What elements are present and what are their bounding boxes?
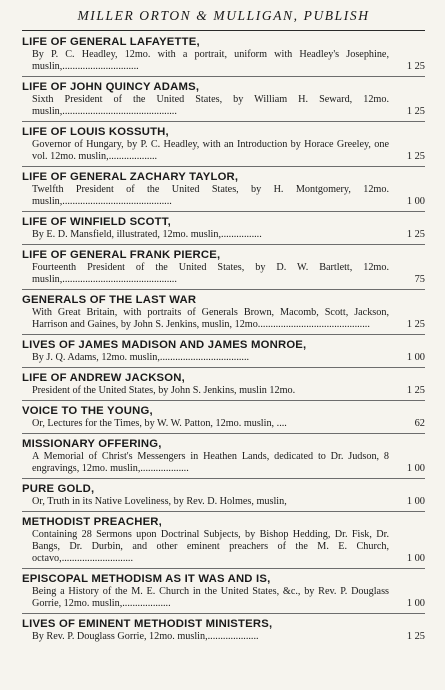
entry-description: Fourteenth President of the United States, by D. W. Bartlett, 12mo. muslin,............................................. (32, 262, 389, 285)
entry-price: 1 00 (406, 196, 425, 207)
entry-separator (22, 433, 425, 434)
catalog-entry (22, 35, 425, 73)
entry-title: LIFE OF ANDREW JACKSON, (22, 372, 185, 384)
entry-title: LIFE OF GENERAL ZACHARY TAYLOR, (22, 171, 239, 183)
entry-price: 1 00 (406, 598, 425, 609)
catalog-entry (22, 617, 425, 643)
entry-description: Containing 28 Sermons upon Doctrinal Subjects, by Bishop Hedding, Dr. Fisk, Dr. Bangs, Dr. Durbin, and other eminent preachers of the M. E. Church, octavo,............................ (32, 529, 389, 564)
catalog-entry (22, 437, 425, 475)
entry-title: LIFE OF JOHN QUINCY ADAMS, (22, 81, 200, 93)
entry-description: With Great Britain, with portraits of Generals Brown, Macomb, Scott, Jackson, Harrison and Gaines, by John S. Jenkins, muslin, 12mo............................................ (32, 307, 389, 330)
entry-title: LIFE OF LOUIS KOSSUTH, (22, 126, 169, 138)
entry-separator (22, 121, 425, 122)
entry-separator (22, 289, 425, 290)
entry-price: 1 25 (406, 631, 425, 642)
entry-separator (22, 244, 425, 245)
entry-separator (22, 568, 425, 569)
entry-price: 1 00 (406, 496, 425, 507)
catalog-entry (22, 248, 425, 286)
publisher-header: MILLER ORTON & MULLIGAN, PUBLISH (77, 8, 370, 23)
catalog-entry (22, 215, 425, 241)
entry-price: 75 (414, 274, 425, 285)
entry-title: PURE GOLD, (22, 483, 95, 495)
entry-separator (22, 166, 425, 167)
entry-price: 1 25 (406, 229, 425, 240)
entry-description: A Memorial of Christ's Messengers in Heathen Lands, dedicated to Dr. Judson, 8 engravings, 12mo. muslin,................... (32, 451, 389, 474)
entry-description: Or, Lectures for the Times, by W. W. Patton, 12mo. muslin, .... (32, 418, 287, 429)
entry-price: 1 25 (406, 319, 425, 330)
entry-description: Sixth President of the United States, by William H. Seward, 12mo. muslin,............................................. (32, 94, 389, 117)
entry-price: 1 25 (406, 106, 425, 117)
catalog-entry (22, 170, 425, 208)
entry-title: EPISCOPAL METHODISM AS IT WAS AND IS, (22, 573, 271, 585)
entry-price: 1 25 (406, 151, 425, 162)
catalog-entry (22, 404, 425, 430)
entry-description: By Rev. P. Douglass Gorrie, 12mo. muslin,.................... (32, 631, 259, 642)
catalog-entry (22, 80, 425, 118)
entry-separator (22, 76, 425, 77)
entry-separator (22, 478, 425, 479)
entry-price: 1 00 (406, 553, 425, 564)
entry-title: LIVES OF JAMES MADISON AND JAMES MONROE, (22, 339, 307, 351)
entry-description: Or, Truth in its Native Loveliness, by Rev. D. Holmes, muslin, (32, 496, 287, 507)
catalog-entry (22, 338, 425, 364)
entry-title: MISSIONARY OFFERING, (22, 438, 162, 450)
entry-description: Twelfth President of the United States, by H. Montgomery, 12mo. muslin,........................................... (32, 184, 389, 207)
entry-price: 1 00 (406, 352, 425, 363)
catalog-entry (22, 371, 425, 397)
catalog-entries (22, 35, 425, 643)
entry-separator (22, 511, 425, 512)
header-rule (22, 30, 425, 31)
catalog-entry (22, 482, 425, 508)
entry-title: METHODIST PREACHER, (22, 516, 162, 528)
catalog-entry (22, 572, 425, 610)
entry-description: By E. D. Mansfield, illustrated, 12mo. muslin,................ (32, 229, 262, 240)
catalog-entry (22, 515, 425, 565)
entry-description: By P. C. Headley, 12mo. with a portrait, uniform with Headley's Josephine, muslin,.............................. (32, 49, 389, 72)
entry-description: President of the United States, by John S. Jenkins, muslin 12mo. (32, 385, 296, 396)
entry-price: 1 25 (406, 385, 425, 396)
entry-title: LIFE OF GENERAL FRANK PIERCE, (22, 249, 221, 261)
entry-price: 62 (414, 418, 425, 429)
entry-separator (22, 367, 425, 368)
entry-title: GENERALS OF THE LAST WAR (22, 294, 197, 306)
entry-description: By J. Q. Adams, 12mo. muslin,................................... (32, 352, 250, 363)
entry-price: 1 00 (406, 463, 425, 474)
entry-separator (22, 334, 425, 335)
entry-separator (22, 613, 425, 614)
entry-title: LIFE OF WINFIELD SCOTT, (22, 216, 171, 228)
entry-separator (22, 400, 425, 401)
entry-description: Governor of Hungary, by P. C. Headley, with an Introduction by Horace Greeley, one vol. 12mo. muslin,................... (32, 139, 389, 162)
entry-price: 1 25 (406, 61, 425, 72)
entry-description: Being a History of the M. E. Church in the United States, &c., by Rev. P. Douglass Gorrie, 12mo. muslin,................... (32, 586, 389, 609)
catalog-entry (22, 125, 425, 163)
catalog-entry (22, 293, 425, 331)
entry-title: VOICE TO THE YOUNG, (22, 405, 153, 417)
entry-separator (22, 211, 425, 212)
entry-title: LIFE OF GENERAL LAFAYETTE, (22, 36, 200, 48)
entry-title: LIVES OF EMINENT METHODIST MINISTERS, (22, 618, 273, 630)
